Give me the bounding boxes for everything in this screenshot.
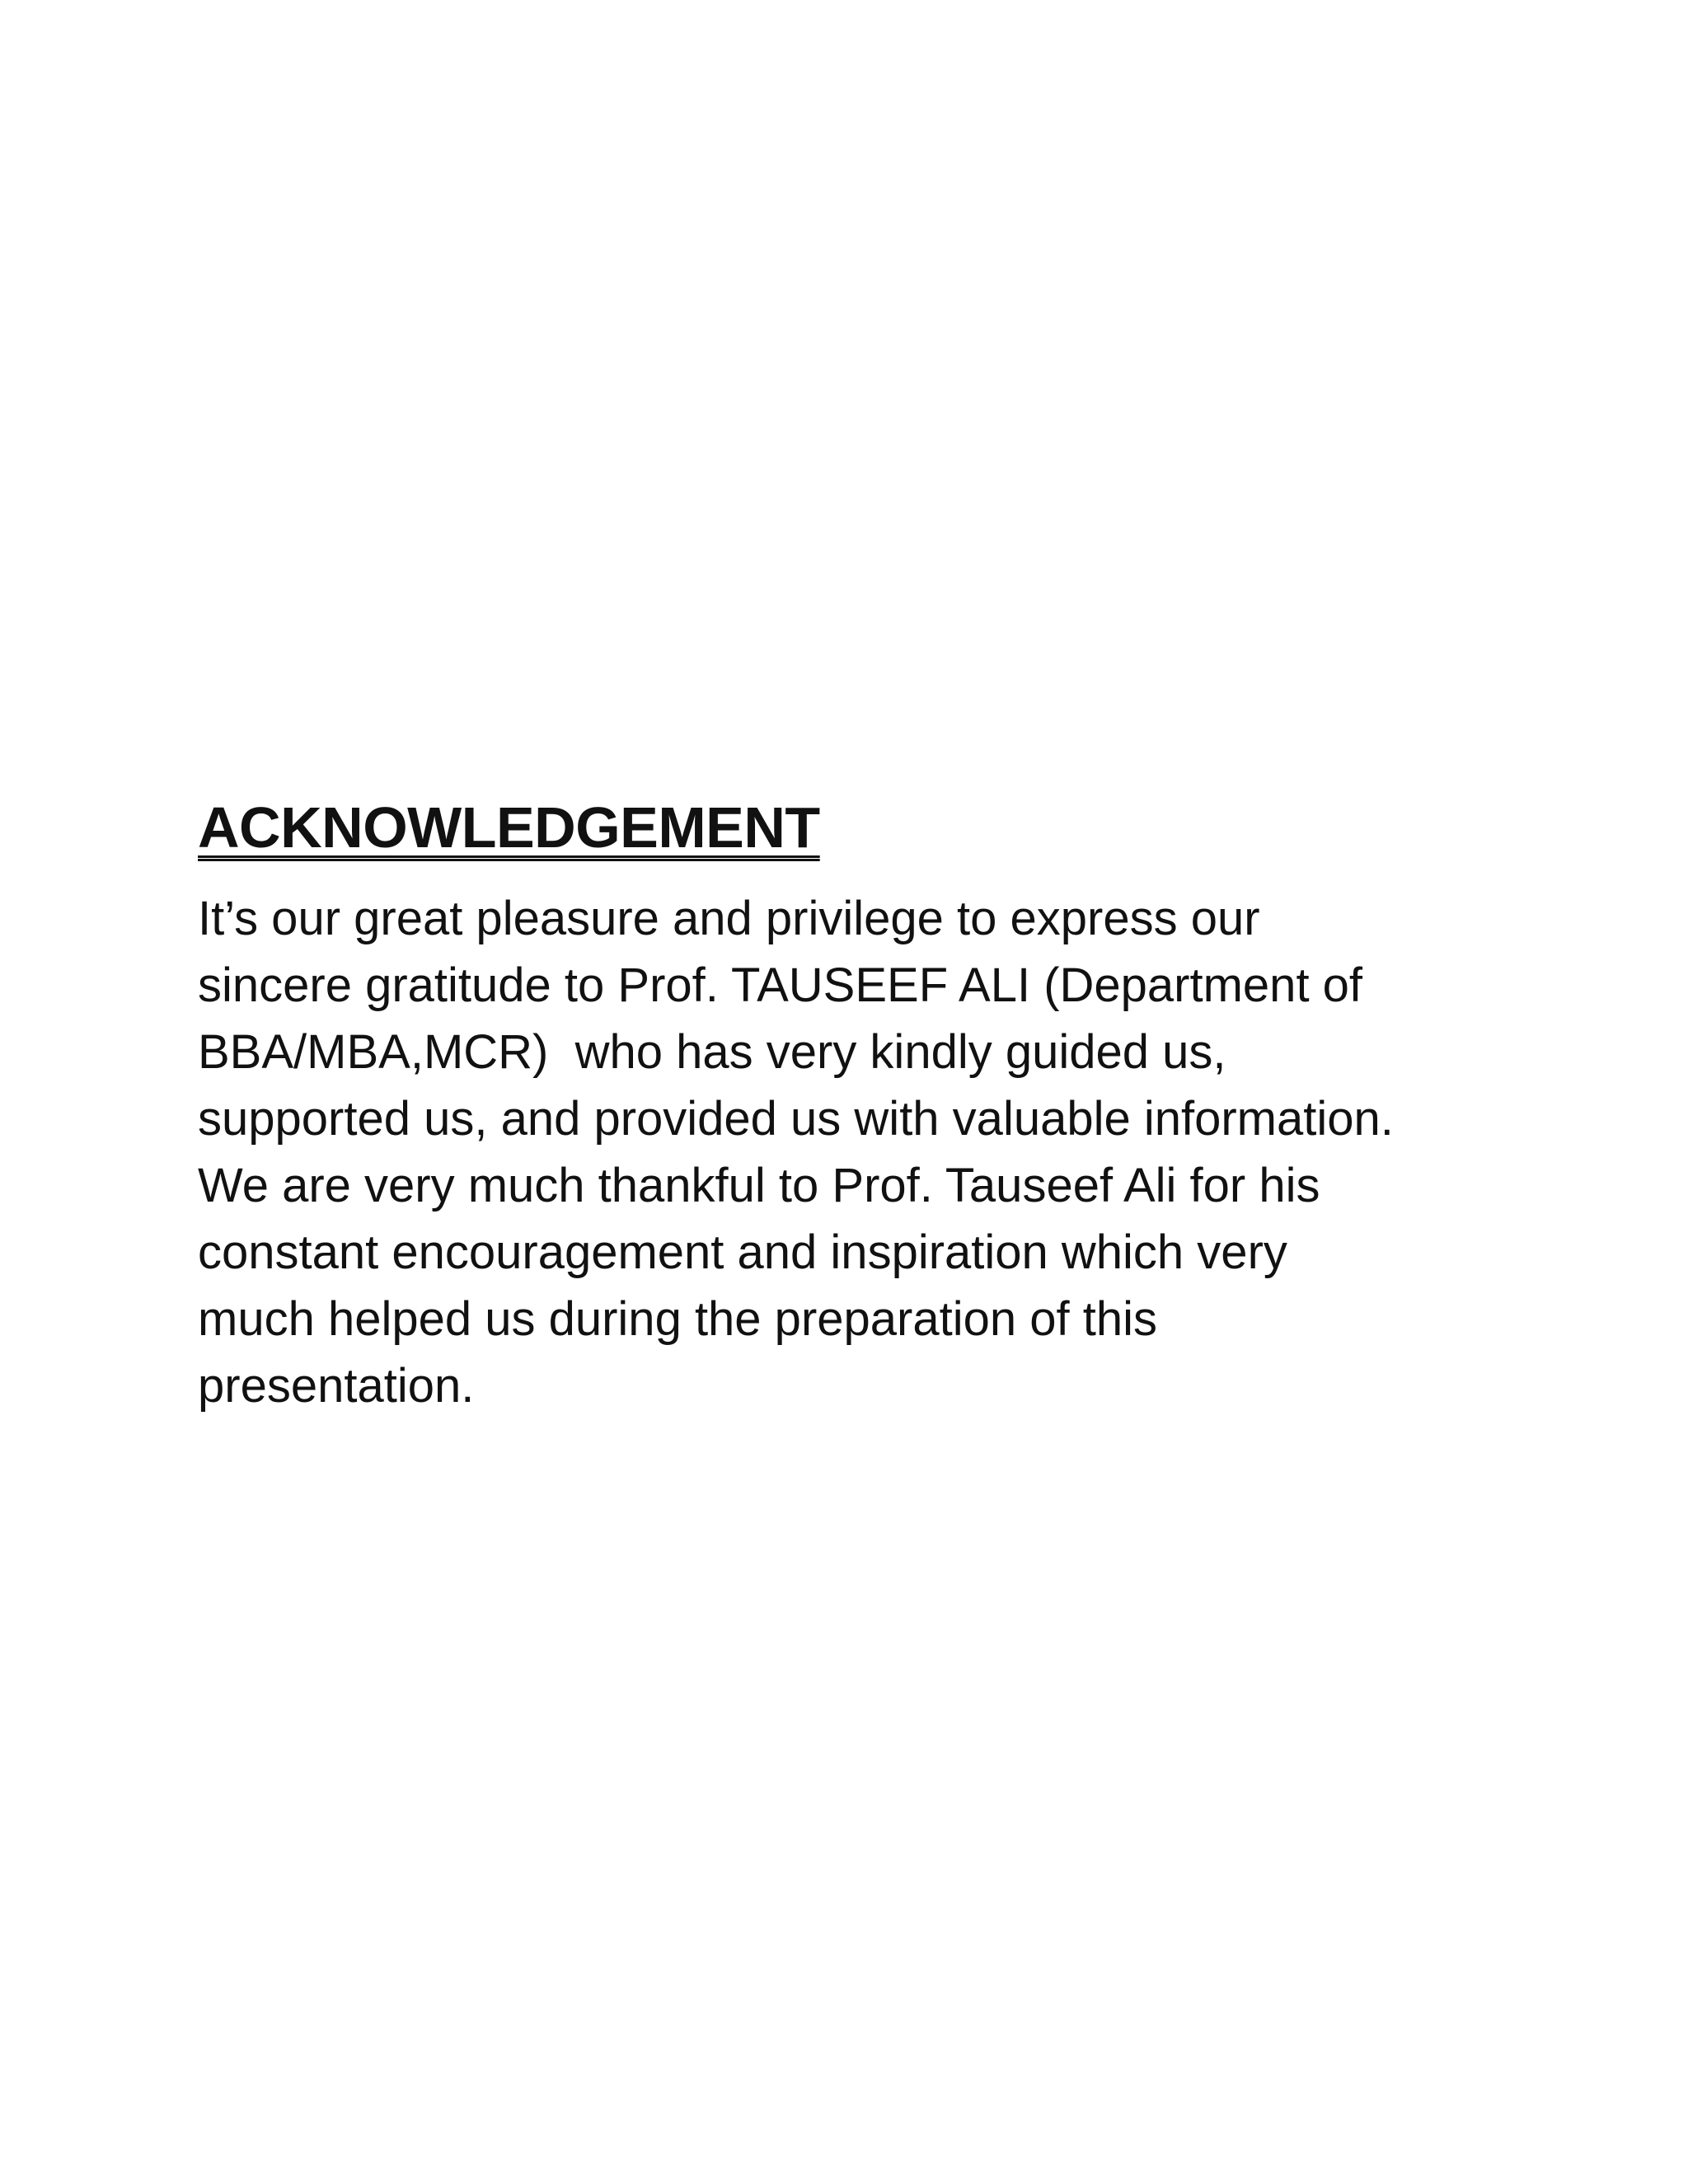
paragraph-line: It’s our great pleasure and privilege to express our — [198, 892, 1260, 945]
acknowledgement-paragraph — [198, 885, 1517, 1419]
paragraph-line: sincere gratitude to Prof. TAUSEEF ALI (Department of — [198, 958, 1363, 1012]
paragraph-line: supported us, and provided us with valuable information. — [198, 1092, 1394, 1146]
paragraph-line: BBA/MBA,MCR) who has very kindly guided us, — [198, 1025, 1226, 1079]
page-title: ACKNOWLEDGEMENT — [198, 795, 820, 860]
paragraph-line: We are very much thankful to Prof. Tauseef Ali for his — [198, 1159, 1320, 1212]
paragraph-line: much helped us during the preparation of this — [198, 1292, 1157, 1346]
acknowledgement-section — [198, 791, 1517, 1419]
paragraph-line: presentation. — [198, 1359, 475, 1413]
paragraph-line: constant encouragement and inspiration which very — [198, 1226, 1287, 1279]
